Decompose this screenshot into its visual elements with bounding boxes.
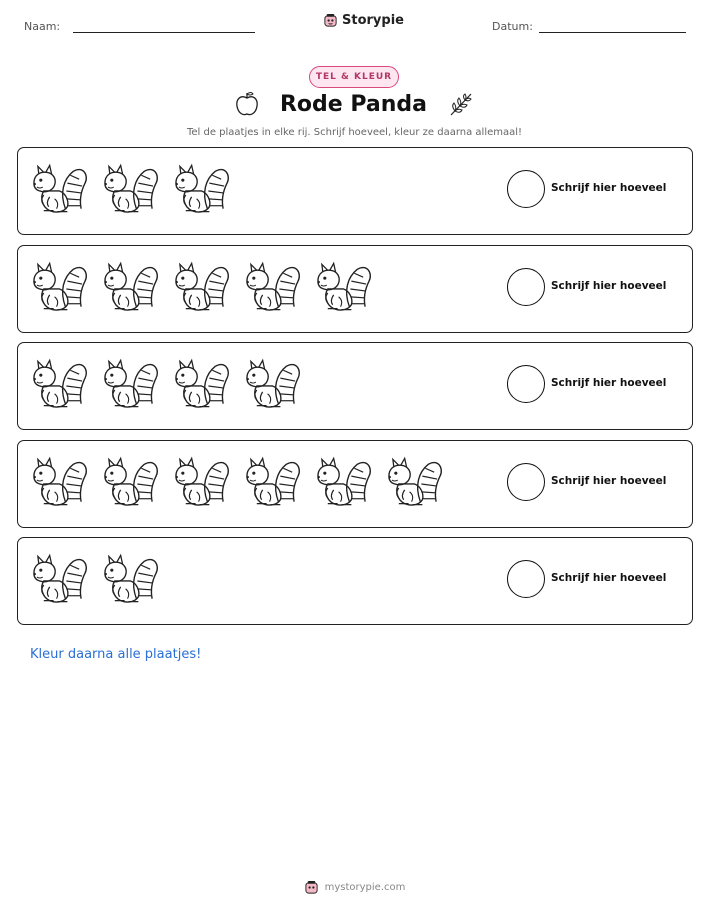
red-panda-icon — [30, 553, 89, 607]
picture-group — [30, 261, 373, 315]
storypie-logo-icon — [304, 880, 319, 895]
picture-group — [30, 553, 160, 607]
storypie-logo-icon — [323, 13, 338, 28]
answer-label: Schrijf hier hoeveel — [551, 377, 667, 390]
instruction-text: Tel de plaatjes in elke rij. Schrijf hoeveel, kleur ze daarna allemaal! — [186, 127, 523, 138]
red-panda-icon — [101, 163, 160, 217]
red-panda-icon — [172, 358, 231, 412]
answer-circle[interactable] — [507, 170, 545, 208]
red-panda-icon — [101, 261, 160, 315]
counting-row-5 — [17, 537, 693, 625]
title-row — [0, 90, 709, 118]
apple-icon — [234, 90, 260, 118]
red-panda-icon — [172, 261, 231, 315]
picture-group — [30, 163, 231, 217]
page-title: Rode Panda — [279, 91, 428, 117]
red-panda-icon — [314, 456, 373, 510]
site-url: mystorypie.com — [324, 882, 406, 893]
answer-label: Schrijf hier hoeveel — [551, 572, 667, 585]
answer-circle[interactable] — [507, 560, 545, 598]
date-field[interactable] — [539, 32, 686, 33]
red-panda-icon — [172, 456, 231, 510]
date-label: Datum: — [492, 20, 533, 33]
answer-circle[interactable] — [507, 463, 545, 501]
red-panda-icon — [385, 456, 444, 510]
counting-row-4 — [17, 440, 693, 528]
name-field[interactable] — [73, 32, 255, 33]
counting-rows — [17, 147, 693, 635]
footer — [0, 880, 709, 895]
red-panda-icon — [30, 358, 89, 412]
picture-group — [30, 456, 444, 510]
name-label: Naam: — [24, 20, 61, 33]
picture-group — [30, 358, 302, 412]
category-tag: TEL & KLEUR — [309, 66, 399, 88]
red-panda-icon — [101, 456, 160, 510]
counting-row-1 — [17, 147, 693, 235]
red-panda-icon — [101, 358, 160, 412]
answer-label: Schrijf hier hoeveel — [551, 474, 667, 487]
red-panda-icon — [172, 163, 231, 217]
red-panda-icon — [30, 261, 89, 315]
red-panda-icon — [30, 456, 89, 510]
red-panda-icon — [243, 456, 302, 510]
red-panda-icon — [243, 261, 302, 315]
leaf-icon — [447, 90, 475, 118]
counting-row-2 — [17, 245, 693, 333]
counting-row-3 — [17, 342, 693, 430]
red-panda-icon — [30, 163, 89, 217]
red-panda-icon — [101, 553, 160, 607]
brand-name: Storypie — [342, 13, 404, 28]
footer-note: Kleur daarna alle plaatjes! — [30, 647, 202, 662]
header — [0, 0, 709, 50]
answer-label: Schrijf hier hoeveel — [551, 279, 667, 292]
answer-label: Schrijf hier hoeveel — [551, 182, 667, 194]
brand — [323, 13, 404, 28]
red-panda-icon — [243, 358, 302, 412]
answer-circle[interactable] — [507, 268, 545, 306]
answer-circle[interactable] — [507, 365, 545, 403]
red-panda-icon — [314, 261, 373, 315]
